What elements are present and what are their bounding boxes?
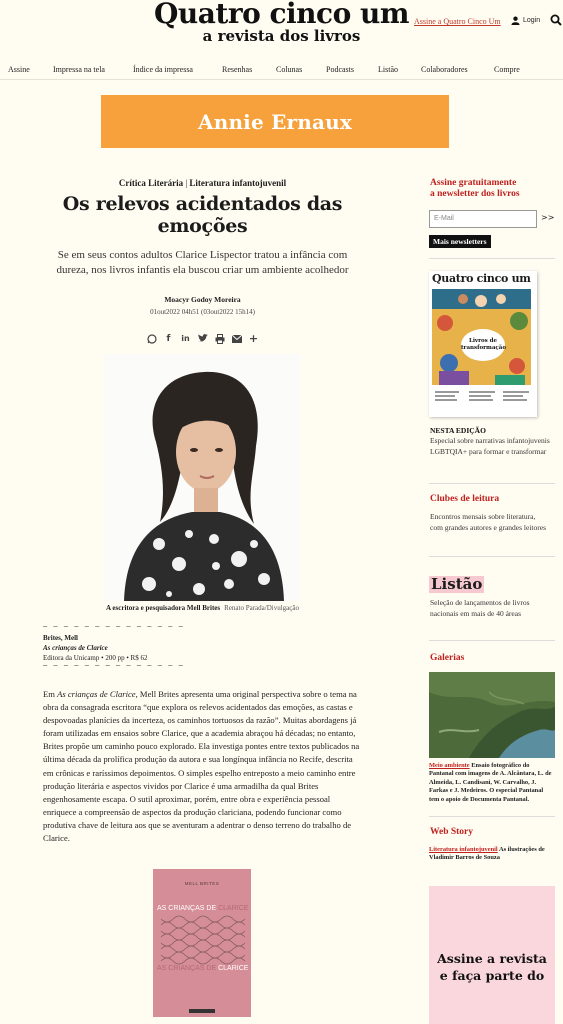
gallery-tag[interactable]: Meio ambiente [429, 762, 470, 769]
article-headline: Os relevos acidentados das emoções [62, 193, 343, 237]
body-prefix: Em [43, 689, 58, 699]
book-author: Brites, Mell [43, 634, 78, 642]
divider [429, 640, 555, 641]
gallery-image[interactable] [429, 672, 555, 758]
photo-caption [40, 604, 365, 612]
masthead [0, 0, 563, 50]
magazine-cover[interactable] [429, 271, 537, 417]
galleries-title[interactable]: Galerias [430, 653, 465, 663]
promo-banner[interactable] [101, 95, 449, 148]
kicker-section[interactable]: Crítica Literária [118, 178, 184, 188]
divider [429, 816, 555, 817]
newsletter-title-line-2: a newsletter dos livros [430, 189, 520, 199]
ad-line-2: e faça parte do [439, 968, 545, 983]
linkedin-icon[interactable]: in [181, 334, 190, 343]
cover-title-bottom-text: AS CRIANÇAS DE [157, 965, 217, 972]
cover-title-top [157, 905, 247, 912]
edition-text[interactable]: Especial sobre narrativas infantojuvenis LGBTQIA+ para formar e transformar [430, 436, 550, 456]
edition-label: NESTA EDIÇÃO [430, 426, 486, 435]
divider [429, 258, 555, 259]
webstory-tag[interactable]: Literatura infantojuvenil [429, 846, 498, 853]
caption-text: A escritora e pesquisadora Mell Brites [106, 604, 221, 612]
more-newsletters-button[interactable]: Mais newsletters [429, 235, 491, 248]
cover-title-bottom-accent: CLARICE [218, 965, 249, 972]
cover-title-top-accent: CLARICE [218, 905, 249, 912]
newsletter-submit-button[interactable]: >> [541, 213, 555, 222]
login-button[interactable] [511, 16, 540, 25]
nav-item-compre[interactable]: Compre [494, 65, 520, 74]
body-italic-title: As crianças de Clarice [57, 689, 136, 699]
logo-title[interactable]: Quatro cinco um [154, 0, 409, 30]
gallery-text: Ensaio fotográfico do Pantanal com imagens de A. Alcântara, L. de Almeida, L. Candisani, W. Carvalho, J. Farkas e J. Medeiros. O especial Pantanal tem o apoio de Documenta Pantanal. [429, 762, 552, 803]
author-photo [104, 354, 301, 601]
ad-text [429, 950, 555, 984]
ad-line-1: Assine a revista [437, 951, 547, 966]
email-icon[interactable] [231, 333, 242, 344]
divider [429, 556, 555, 557]
main-nav [0, 62, 563, 80]
login-label: Login [523, 17, 541, 24]
divider-bottom: — — — — — — — — — — — — — — [43, 661, 184, 669]
listao-title[interactable]: Listão [431, 575, 483, 593]
webstory-caption [429, 846, 555, 863]
magazine-cover-headline-1: Livros de [468, 338, 498, 344]
cover-title-top-text: AS CRIANÇAS DE [157, 905, 217, 912]
article-dates: 01out2022 04h51 (03out2022 15h14) [150, 308, 255, 316]
book-cover [153, 869, 251, 1017]
share-bar [146, 333, 259, 344]
email-field[interactable]: E-Mail [429, 210, 537, 228]
banner-label: Annie Ernaux [197, 109, 353, 134]
nav-item-impressa-na-tela[interactable]: Impressa na tela [53, 65, 105, 74]
logo-subtitle[interactable]: a revista dos livros [202, 27, 361, 45]
cover-author: MELL BRITES [184, 881, 220, 886]
webstory-title[interactable]: Web Story [430, 827, 474, 837]
webstory-text: As ilustrações de Vladimir Barros de Souza [429, 846, 545, 862]
clubs-title[interactable]: Clubes de leitura [430, 494, 500, 504]
user-icon [511, 16, 520, 25]
body-rest: , Mell Brites apresenta uma original perspectiva sobre o tema na obra da consagrada escritora “que explora os relevos acidentados das emoções, as castas e despovoadas planícies da incerteza, os caminhos tortuosos da razão”. Muitas abordagens já foram utilizadas em ensaios sobre Clarice, que a academia abraçou há décadas; no entanto, Brites propõe um caminho pouco explorado. Ela investiga pontes entre textos publicados na última década da prolífica produção da autora e sua longínqua infância no Recife, descrita em crônicas e raríssimos depoimentos. O simples espelho entreposto a meio caminho entre produção literária e aspectos vividos por Clarice é uma armadilha da qual Brites engenhosamente escapa. O sutil aproximar, porém, entre obra e experiência pessoal enriquece a compreensão de aspectos da produção clariciana, podendo funcionar como produtiva chave de leitura aos que se aventuram a adentrar o denso terreno do trabalho de Clarice. [43, 689, 360, 844]
whatsapp-icon[interactable] [146, 333, 157, 344]
nav-item-resenhas[interactable]: Resenhas [222, 65, 253, 74]
subscribe-link[interactable]: Assine a Quatro Cinco Um [414, 17, 501, 26]
newsletter-title-line-1: Assine gratuitamente [430, 178, 517, 188]
kicker-topic[interactable]: Literatura infantojuvenil [189, 178, 287, 188]
nav-item-assine[interactable]: Assine [8, 65, 30, 74]
gallery-caption [429, 762, 555, 804]
print-icon[interactable] [214, 333, 225, 344]
book-meta: Editora da Unicamp • 200 pp • R$ 62 [43, 654, 148, 662]
article-body [43, 688, 363, 845]
article-author[interactable]: Moacyr Godoy Moreira [164, 295, 241, 304]
more-icon[interactable]: + [248, 332, 259, 345]
magazine-title: Quatro cinco um [432, 272, 531, 285]
cover-title-bottom [157, 965, 247, 972]
nav-item-colaboradores[interactable]: Colaboradores [421, 65, 468, 74]
book-title: As crianças de Clarice [43, 644, 108, 652]
listao-text: Seleção de lançamentos de livros nacionais em mais de 40 áreas [430, 598, 530, 618]
nav-item-indice-da-impressa[interactable]: Índice da impressa [133, 65, 193, 74]
nav-item-listao[interactable]: Listão [378, 65, 398, 74]
divider-top: — — — — — — — — — — — — — — [43, 622, 184, 630]
newsletter-title [430, 178, 520, 200]
subscribe-ad[interactable] [429, 886, 555, 1024]
article-dek: Se em seus contos adultos Clarice Lispector tratou a infância com dureza, nos livros infantis ela buscou criar um ambiente acolhedor [56, 249, 349, 276]
nav-item-colunas[interactable]: Colunas [276, 65, 303, 74]
book-info [43, 633, 147, 663]
magazine-cover-headline [461, 338, 505, 351]
search-icon[interactable] [550, 14, 562, 26]
divider [429, 483, 555, 484]
article-kicker [40, 178, 365, 188]
nav-item-podcasts[interactable]: Podcasts [326, 65, 354, 74]
clubs-text: Encontros mensais sobre literatura, com grandes autores e grandes leitores [430, 512, 546, 532]
photo-credit: Renato Parada/Divulgação [224, 604, 299, 612]
facebook-icon[interactable]: f [166, 333, 171, 344]
magazine-cover-headline-2: transformação [461, 344, 506, 351]
kicker-separator: | [183, 178, 190, 188]
twitter-icon[interactable] [197, 333, 208, 344]
